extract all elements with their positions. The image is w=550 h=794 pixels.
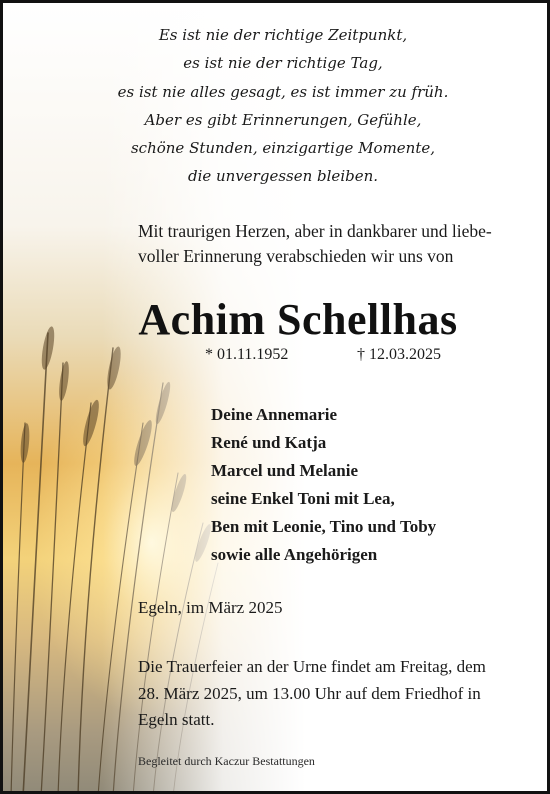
- mourner-entry: seine Enkel Toni mit Lea,: [211, 489, 395, 508]
- ceremony-line: Die Trauerfeier an der Urne findet am Freitag, dem: [138, 657, 486, 676]
- birth-date: * 01.11.1952: [205, 346, 289, 363]
- poem-line: Aber es gibt Erinnerungen, Gefühle,: [144, 110, 422, 129]
- mourner-entry: René und Katja: [211, 433, 327, 452]
- intro-line: voller Erinnerung verabschieden wir uns von: [138, 246, 454, 266]
- mourner-entry: sowie alle Angehörigen: [211, 545, 378, 564]
- poem-line: Es ist nie der richtige Zeitpunkt,: [158, 26, 408, 44]
- mourner-entry: Marcel und Melanie: [211, 461, 358, 480]
- poem-line: es ist nie alles gesagt, es ist immer zu früh.: [117, 82, 449, 101]
- ceremony-line: Egeln statt.: [138, 710, 215, 729]
- ceremony-info: [138, 654, 533, 734]
- poem: [83, 21, 483, 191]
- mourner-entry: Deine Annemarie: [211, 405, 338, 424]
- ceremony-line: 28. März 2025, um 13.00 Uhr auf dem Friedhof in: [138, 683, 481, 703]
- deceased-name: Achim Schellhas: [138, 295, 458, 344]
- death-date: † 12.03.2025: [357, 346, 441, 363]
- mourner-entry: Ben mit Leonie, Tino und Toby: [211, 517, 437, 536]
- intro-line: Mit traurigen Herzen, aber in dankbarer und liebe-: [138, 221, 492, 241]
- poem-line: schöne Stunden, einzigartige Momente,: [130, 139, 436, 158]
- mourners-list: [211, 401, 531, 569]
- poem-line: es ist nie der richtige Tag,: [183, 54, 383, 73]
- intro-text: [138, 219, 533, 269]
- place-and-date: Egeln, im März 2025: [138, 598, 283, 617]
- poem-line: die unvergessen bleiben.: [187, 167, 379, 186]
- undertaker-credit: Begleitet durch Kaczur Bestattungen: [138, 754, 315, 768]
